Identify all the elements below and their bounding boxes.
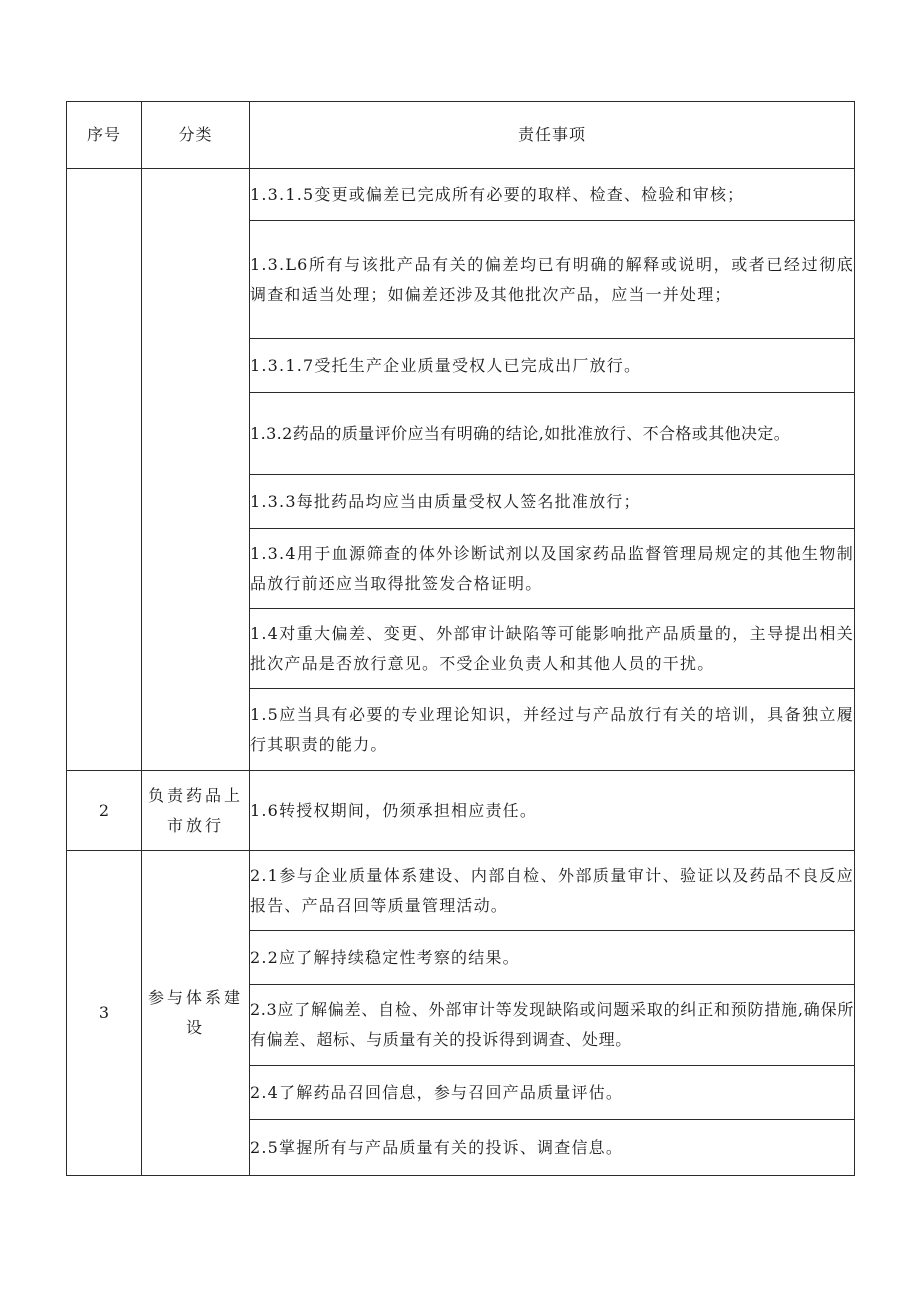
duty-cell [250, 689, 855, 771]
duty-text: 1.3.2药品的质量评价应当有明确的结论,如批准放行、不合格或其他决定。 [250, 423, 791, 443]
header-duty: 责任事项 [250, 102, 855, 169]
duty-text: 1.3.1.7受托生产企业质量受权人已完成出厂放行。 [250, 355, 642, 375]
duty-text: 1.5应当具有必要的专业理论知识，并经过与产品放行有关的培训，具备独立履行其职责的能力。 [250, 704, 854, 754]
duty-cell [250, 851, 855, 931]
header-category: 分类 [142, 102, 250, 169]
responsibility-table [66, 101, 855, 1176]
duty-text: 2.2应了解持续稳定性考察的结果。 [250, 947, 520, 967]
seq-cell-2: 2 [67, 771, 142, 851]
duty-text: 1.3.3每批药品均应当由质量受权人签名批准放行； [250, 491, 641, 511]
duty-cell [250, 771, 855, 851]
table-row [67, 851, 855, 931]
table-row [67, 771, 855, 851]
duty-text: 1.3.1.5变更或偏差已完成所有必要的取样、检查、检验和审核； [250, 184, 745, 204]
duty-cell [250, 529, 855, 609]
header-seq: 序号 [67, 102, 142, 169]
table-row [67, 169, 855, 221]
duty-text: 2.4了解药品召回信息，参与召回产品质量评估。 [250, 1082, 624, 1102]
duty-cell [250, 169, 855, 221]
table-header-row [67, 102, 855, 169]
duty-cell [250, 1066, 855, 1120]
duty-text: 1.6转授权期间，仍须承担相应责任。 [250, 800, 538, 820]
duty-text: 2.1参与企业质量体系建设、内部自检、外部质量审计、验证以及药品不良反应报告、产品召回等质量管理活动。 [250, 865, 854, 915]
category-cell-1 [142, 169, 250, 771]
duty-cell [250, 339, 855, 393]
seq-cell-3: 3 [67, 851, 142, 1176]
duty-text: 1.4对重大偏差、变更、外部审计缺陷等可能影响批产品质量的，主导提出相关批次产品是否放行意见。不受企业负责人和其他人员的干扰。 [250, 623, 854, 673]
duty-text: 1.3.L6所有与该批产品有关的偏差均已有明确的解释或说明，或者已经过彻底调查和适当处理；如偏差还涉及其他批次产品，应当一并处理； [250, 254, 854, 304]
duty-text: 2.5掌握所有与产品质量有关的投诉、调查信息。 [250, 1137, 624, 1157]
duty-cell [250, 393, 855, 475]
duty-cell [250, 985, 855, 1066]
category-cell-2: 负责药品上市放行 [142, 771, 250, 851]
duty-cell [250, 609, 855, 689]
seq-cell-1 [67, 169, 142, 771]
duty-text: 1.3.4用于血源筛查的体外诊断试剂以及国家药品监督管理局规定的其他生物制品放行前还应当取得批签发合格证明。 [250, 543, 854, 593]
duty-cell [250, 1120, 855, 1176]
duty-text: 2.3应了解偏差、自检、外部审计等发现缺陷或问题采取的纠正和预防措施,确保所有偏差、超标、与质量有关的投诉得到调查、处理。 [250, 1000, 854, 1049]
category-cell-3: 参与体系建设 [142, 851, 250, 1176]
duty-cell [250, 475, 855, 529]
duty-cell [250, 931, 855, 985]
duty-cell [250, 221, 855, 339]
